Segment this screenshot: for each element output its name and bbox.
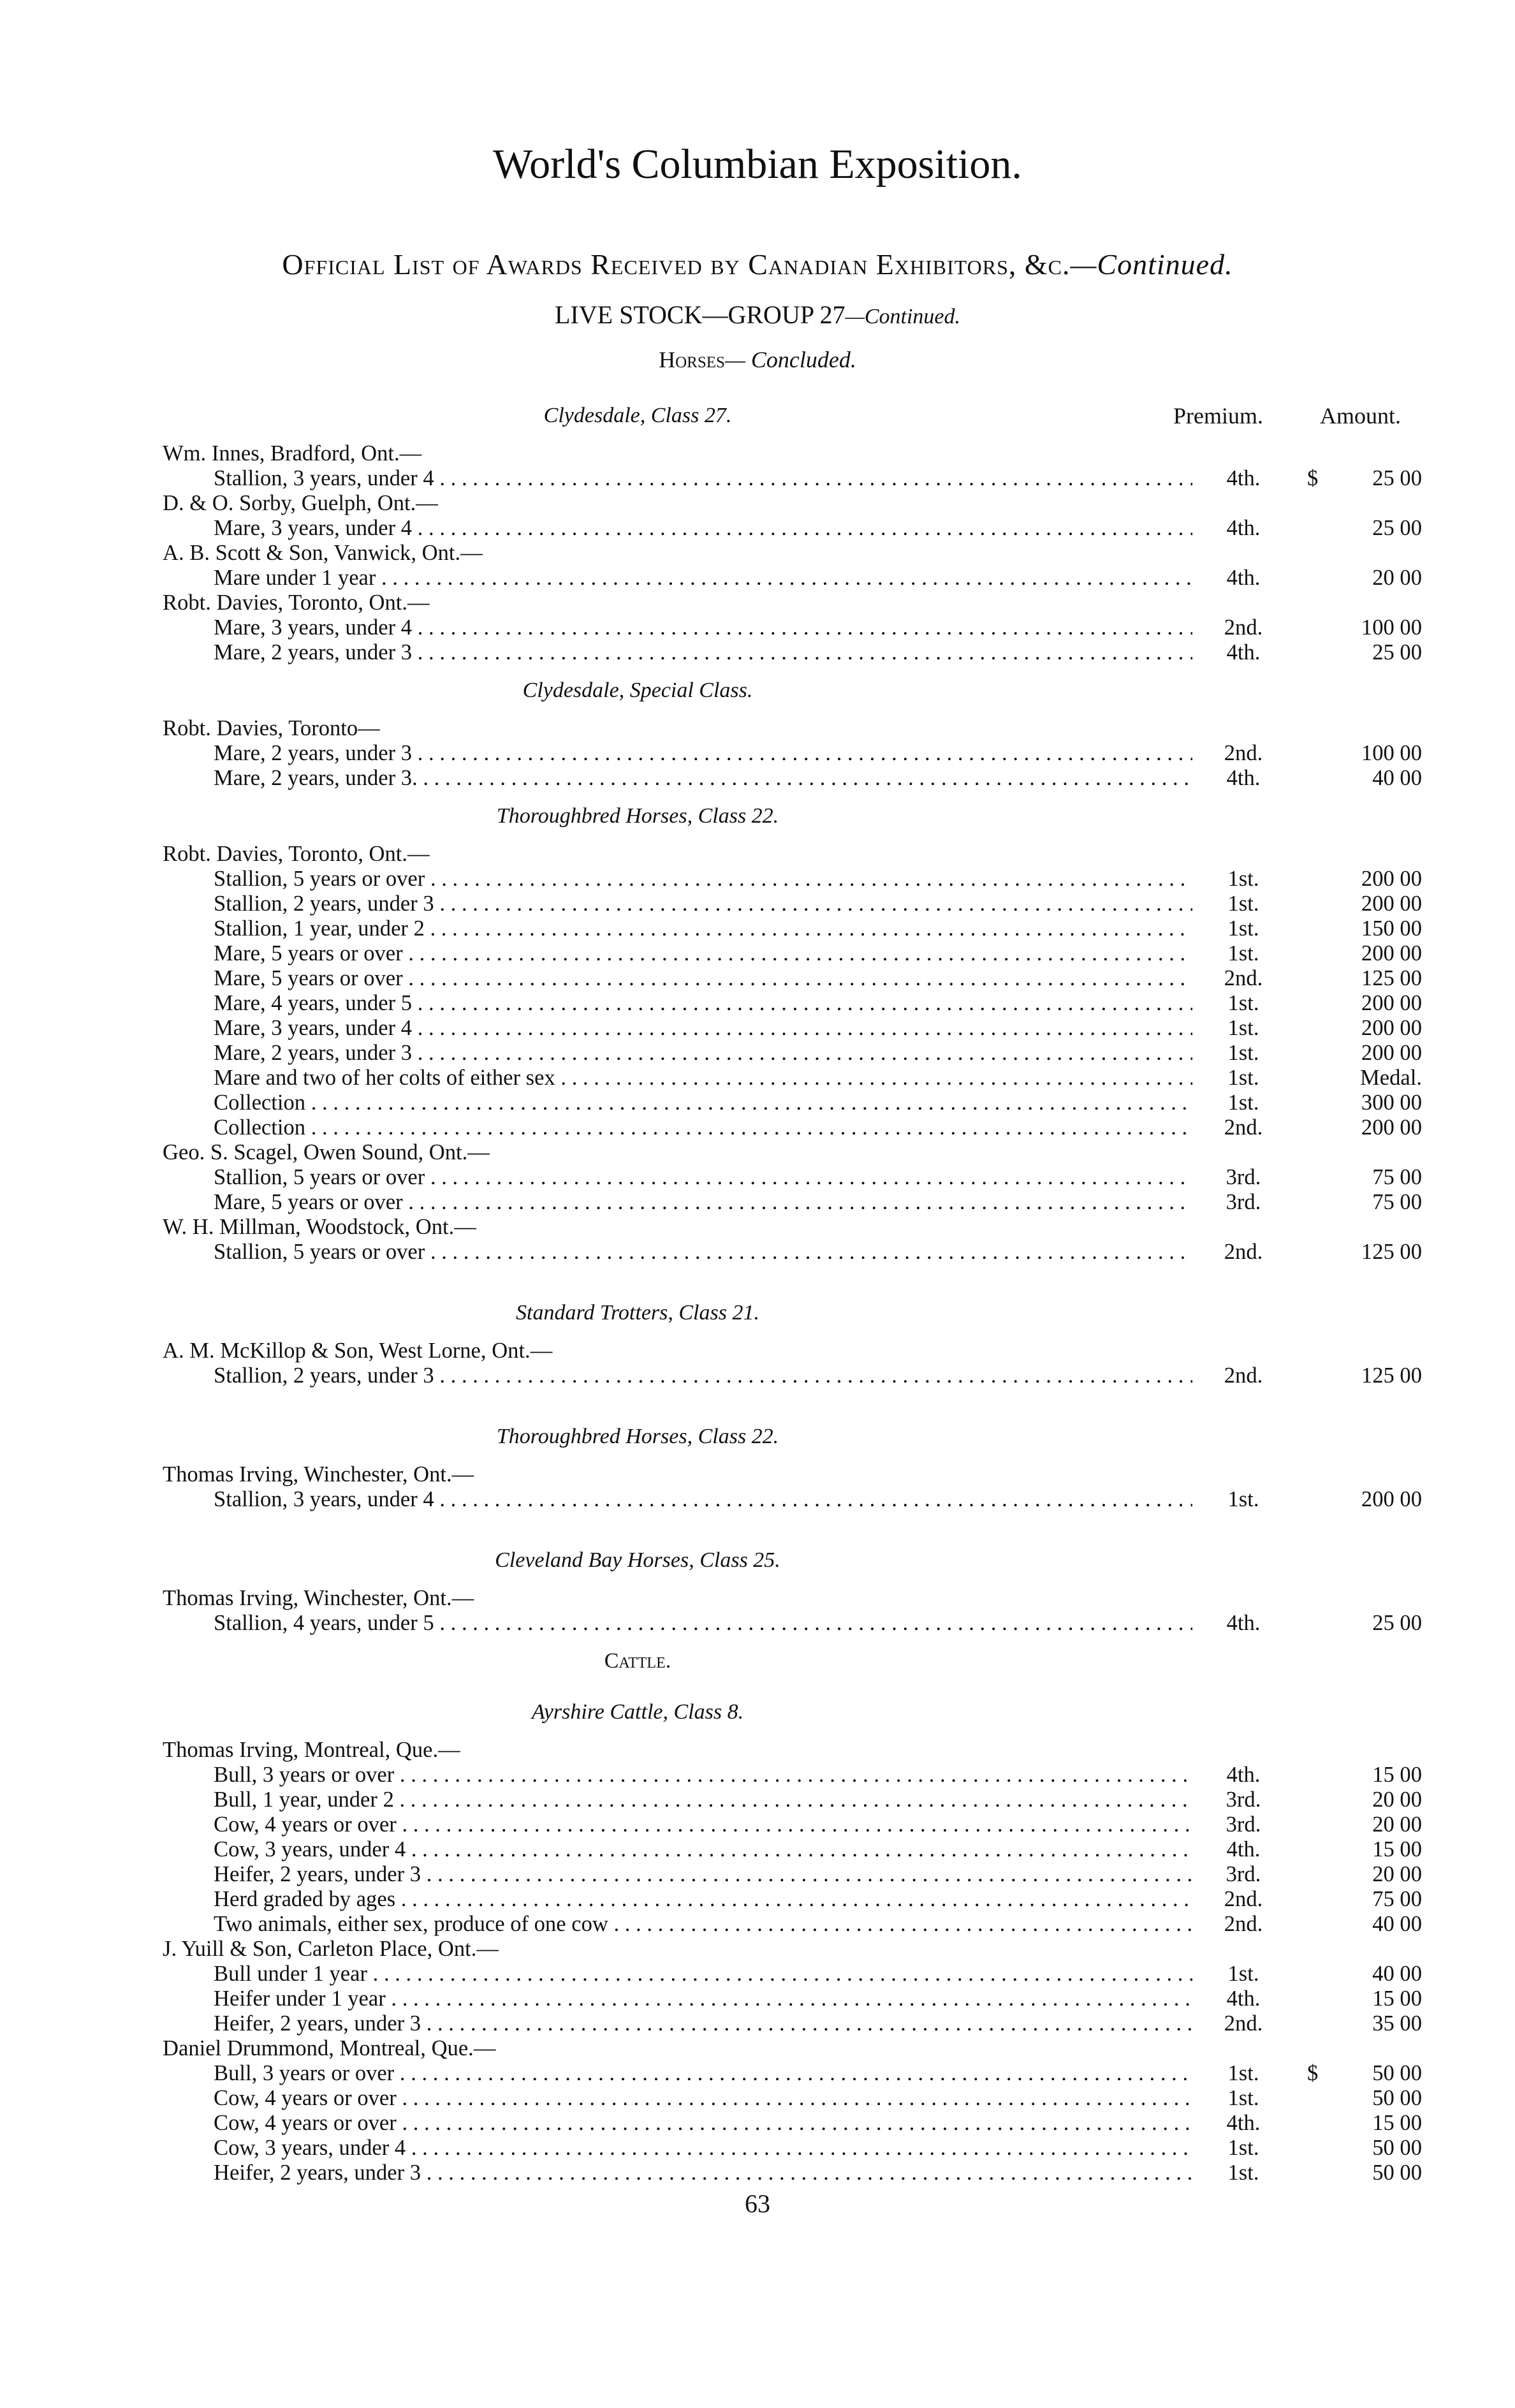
award-item: Bull under 1 year . . . [214, 1962, 1192, 1986]
section-spacer [163, 1512, 1425, 1535]
award-amount-value: 20 00 [1372, 1788, 1422, 1812]
award-item: Cow, 3 years, under 4 . . . [214, 2136, 1192, 2161]
award-premium: 2nd. [1224, 615, 1263, 640]
award-amount [1307, 916, 1422, 941]
award-amount-value: 125 00 [1361, 1363, 1422, 1388]
exhibitor-name: A. M. McKillop & Son, West Lorne, Ont.— [163, 1339, 553, 1363]
award-row [163, 1487, 1425, 1512]
award-row [163, 991, 1425, 1016]
award-item: Heifer, 2 years, under 3 . . . [214, 2161, 1192, 2185]
award-row [163, 2086, 1425, 2111]
exhibitor-name: Robt. Davies, Toronto, Ont.— [163, 591, 430, 615]
award-row [163, 2011, 1425, 2036]
page-number: 63 [745, 2189, 770, 2218]
award-row [163, 1837, 1425, 1862]
award-amount [1307, 1090, 1422, 1115]
award-premium: 3rd. [1226, 1862, 1261, 1886]
award-amount-value: 200 00 [1361, 1115, 1422, 1140]
award-premium: 3rd. [1226, 1812, 1261, 1837]
award-premium: 1st. [1227, 867, 1259, 891]
award-item: Two animals, either sex, produce of one cow . . . [214, 1912, 1192, 1937]
award-premium: 4th. [1226, 1763, 1261, 1787]
award-premium: 1st. [1227, 1962, 1259, 1986]
award-item: Mare, 2 years, under 3 . . . [214, 1041, 1192, 1066]
award-row [163, 566, 1425, 591]
section-heading [163, 1535, 1113, 1586]
award-amount-value: 50 00 [1372, 2086, 1422, 2110]
award-premium: 2nd. [1224, 2011, 1263, 2036]
award-item: Mare, 3 years, under 4 . . . [214, 615, 1192, 640]
section-heading [163, 390, 1402, 441]
award-item: Cow, 4 years or over . . . [214, 2086, 1192, 2111]
exhibitor-name: Robt. Davies, Toronto, Ont.— [163, 842, 430, 866]
award-row [163, 1763, 1425, 1788]
group-continued: —Continued. [845, 305, 960, 328]
award-amount-value: 15 00 [1372, 1837, 1422, 1861]
award-item: Heifer under 1 year . . . [214, 1986, 1192, 2011]
horses-heading [0, 346, 1515, 373]
award-amount-value: 75 00 [1372, 1190, 1422, 1214]
award-amount-value: 200 00 [1361, 941, 1422, 965]
award-premium: 4th. [1226, 766, 1261, 790]
award-row [163, 892, 1425, 916]
award-amount [1307, 1066, 1422, 1090]
award-row [163, 2061, 1425, 2086]
award-item: Cow, 4 years or over . . . [214, 2111, 1192, 2136]
award-amount-value: 40 00 [1372, 1912, 1422, 1936]
award-amount-value: 15 00 [1372, 1763, 1422, 1787]
award-row [163, 766, 1425, 791]
award-premium: 4th. [1226, 640, 1261, 664]
award-amount [1307, 2111, 1422, 2136]
exhibitor-name: W. H. Millman, Woodstock, Ont.— [163, 1215, 476, 1239]
award-premium: 2nd. [1224, 966, 1263, 990]
award-amount [1307, 1986, 1422, 2011]
award-row [163, 1066, 1425, 1090]
award-amount-value: 50 00 [1372, 2136, 1422, 2160]
award-premium: 1st. [1227, 916, 1259, 941]
award-amount-value: 200 00 [1361, 867, 1422, 891]
award-row [163, 2161, 1425, 2185]
award-item: Collection . . . [214, 1115, 1192, 1140]
section-heading-text: Cleveland Bay Horses, Class 25. [495, 1548, 780, 1572]
award-amount [1307, 1041, 1422, 1066]
award-premium: 4th. [1226, 466, 1261, 490]
award-item: Mare under 1 year . . . [214, 566, 1192, 591]
page-title: World's Columbian Exposition. [493, 141, 1022, 187]
award-amount-value: 15 00 [1372, 1986, 1422, 2011]
award-amount-value: 25 00 [1372, 1611, 1422, 1635]
award-amount [1307, 2086, 1422, 2111]
subtitle-text: Official List of Awards Received by Canadian Exhibitors, &c. [282, 248, 1071, 281]
award-item: Mare, 2 years, under 3 . . . [214, 741, 1192, 766]
award-premium: 1st. [1227, 2061, 1259, 2085]
award-row [163, 1190, 1425, 1215]
award-item: Mare, 5 years or over . . . [214, 1190, 1192, 1215]
award-amount [1307, 991, 1422, 1016]
award-premium: 1st. [1227, 892, 1259, 916]
award-item: Mare, 4 years, under 5 . . . [214, 991, 1192, 1016]
award-item: Stallion, 5 years or over . . . [214, 1240, 1192, 1265]
award-amount-value: 125 00 [1361, 966, 1422, 990]
horses-concluded: — Concluded. [724, 347, 856, 372]
award-premium: 2nd. [1224, 1240, 1263, 1264]
award-row [163, 1165, 1425, 1190]
award-item: Stallion, 1 year, under 2 . . . [214, 916, 1192, 941]
award-premium: 2nd. [1224, 1115, 1263, 1140]
award-amount-value: 100 00 [1361, 615, 1422, 640]
award-item: Stallion, 2 years, under 3 . . . [214, 1363, 1192, 1388]
award-amount [1307, 1887, 1422, 1912]
award-premium: 4th. [1226, 566, 1261, 590]
award-amount-value: 200 00 [1361, 1041, 1422, 1065]
exhibitor-name: J. Yuill & Son, Carleton Place, Ont.— [163, 1937, 499, 1961]
award-amount [1307, 466, 1422, 491]
award-row [163, 466, 1425, 491]
exhibitor-name: Wm. Innes, Bradford, Ont.— [163, 441, 422, 466]
award-amount [1307, 1812, 1422, 1837]
award-amount-value: 200 00 [1361, 892, 1422, 916]
award-item: Stallion, 5 years or over . . . [214, 1165, 1192, 1190]
award-premium: 1st. [1227, 1016, 1259, 1040]
award-item: Mare, 3 years, under 4 . . . [214, 1016, 1192, 1041]
section-heading [163, 1411, 1113, 1462]
amount-column-header: Amount. [1320, 403, 1402, 429]
award-amount [1307, 2161, 1422, 2185]
award-item: Mare, 3 years, under 4 . . . [214, 516, 1192, 541]
award-row [163, 1611, 1425, 1636]
award-row [163, 916, 1425, 941]
award-premium: 4th. [1226, 1986, 1261, 2011]
award-premium: 1st. [1227, 1487, 1259, 1511]
award-amount-value: 20 00 [1372, 566, 1422, 590]
award-amount [1307, 1165, 1422, 1190]
award-amount-value: 200 00 [1361, 1487, 1422, 1511]
award-row [163, 1986, 1425, 2011]
award-amount [1307, 1763, 1422, 1788]
award-premium: 2nd. [1224, 741, 1263, 765]
award-premium: 1st. [1227, 1066, 1259, 1090]
award-amount-value: 40 00 [1372, 766, 1422, 790]
award-amount-value: 50 00 [1372, 2161, 1422, 2185]
section-heading [163, 665, 1113, 716]
award-row [163, 1962, 1425, 1986]
award-premium: 4th. [1226, 2111, 1261, 2135]
exhibitor-name: Daniel Drummond, Montreal, Que.— [163, 2036, 496, 2060]
section-heading-text: Thoroughbred Horses, Class 22. [496, 1425, 779, 1448]
award-amount-value: 150 00 [1361, 916, 1422, 941]
award-item: Heifer, 2 years, under 3 . . . [214, 1862, 1192, 1887]
award-row [163, 615, 1425, 640]
award-amount [1307, 1788, 1422, 1812]
award-premium: 1st. [1227, 991, 1259, 1015]
dollar-sign: $ [1307, 466, 1319, 490]
award-premium: 1st. [1227, 1041, 1259, 1065]
award-row [163, 516, 1425, 541]
award-item: Stallion, 5 years or over . . . [214, 867, 1192, 892]
exhibitor-name: Thomas Irving, Montreal, Que.— [163, 1738, 460, 1762]
section-spacer [163, 1388, 1425, 1411]
award-item: Cow, 3 years, under 4 . . . [214, 1837, 1192, 1862]
award-item: Bull, 1 year, under 2 . . . [214, 1788, 1192, 1812]
award-amount [1307, 1912, 1422, 1937]
exhibitor-name: Thomas Irving, Winchester, Ont.— [163, 1586, 474, 1610]
award-amount-value: 15 00 [1372, 2111, 1422, 2135]
award-amount [1307, 1115, 1422, 1140]
award-row [163, 1090, 1425, 1115]
award-row [163, 2136, 1425, 2161]
award-item: Mare and two of her colts of either sex . . . [214, 1066, 1192, 1090]
section-heading [163, 1288, 1113, 1339]
section-heading-text: Clydesdale, Special Class. [522, 679, 753, 702]
award-row [163, 966, 1425, 991]
horses-title: Horses [659, 347, 725, 372]
award-amount-value: 25 00 [1372, 640, 1422, 664]
award-premium: 2nd. [1224, 1887, 1263, 1911]
award-item: Bull, 3 years or over . . . [214, 1763, 1192, 1788]
award-amount [1307, 1363, 1422, 1388]
award-row [163, 2111, 1425, 2136]
awards-list [163, 390, 1425, 2185]
exhibitor-name: Geo. S. Scagel, Owen Sound, Ont.— [163, 1140, 490, 1164]
award-amount [1307, 2136, 1422, 2161]
award-premium: 1st. [1227, 1090, 1259, 1115]
award-amount [1307, 1862, 1422, 1887]
exhibitor-name: Robt. Davies, Toronto— [163, 716, 380, 740]
award-premium: 3rd. [1226, 1788, 1261, 1812]
dollar-sign: $ [1307, 2061, 1319, 2085]
award-amount [1307, 1190, 1422, 1215]
award-amount [1307, 2011, 1422, 2036]
award-amount [1307, 566, 1422, 591]
award-item: Mare, 5 years or over . . . [214, 966, 1192, 991]
award-amount [1307, 1962, 1422, 1986]
award-row [163, 1115, 1425, 1140]
award-premium: 2nd. [1224, 1912, 1263, 1936]
award-item: Mare, 5 years or over . . . [214, 941, 1192, 966]
award-amount-value: Medal. [1360, 1066, 1422, 1090]
award-amount-value: 75 00 [1372, 1165, 1422, 1189]
exhibitor-name: Thomas Irving, Winchester, Ont.— [163, 1462, 474, 1487]
award-item: Stallion, 2 years, under 3 . . . [214, 892, 1192, 916]
exhibitor-name: D. & O. Sorby, Guelph, Ont.— [163, 491, 438, 515]
section-heading-text: Cattle. [604, 1649, 671, 1673]
award-item: Stallion, 3 years, under 4 . . . [214, 1487, 1192, 1512]
award-amount-value: 75 00 [1372, 1887, 1422, 1911]
award-premium: 1st. [1227, 2086, 1259, 2110]
award-amount-value: 25 00 [1372, 466, 1422, 490]
award-row [163, 1016, 1425, 1041]
award-row [163, 640, 1425, 665]
group-title: LIVE STOCK—GROUP 27 [555, 300, 845, 329]
award-item: Stallion, 3 years, under 4 . . . [214, 466, 1192, 491]
section-heading [163, 1687, 1113, 1738]
award-amount [1307, 892, 1422, 916]
award-row [163, 1240, 1425, 1265]
award-amount [1307, 741, 1422, 766]
award-amount-value: 50 00 [1372, 2061, 1422, 2085]
award-amount [1307, 1016, 1422, 1041]
award-amount-value: 35 00 [1372, 2011, 1422, 2036]
award-amount [1307, 1487, 1422, 1512]
award-item: Herd graded by ages . . . [214, 1887, 1192, 1912]
award-amount [1307, 867, 1422, 892]
section-heading-text: Ayrshire Cattle, Class 8. [531, 1700, 744, 1724]
award-row [163, 941, 1425, 966]
award-amount-value: 200 00 [1361, 1016, 1422, 1040]
award-row [163, 1862, 1425, 1887]
award-item: Bull, 3 years or over . . . [214, 2061, 1192, 2086]
award-amount [1307, 2061, 1422, 2086]
award-amount-value: 300 00 [1361, 1090, 1422, 1115]
award-row [163, 1912, 1425, 1937]
award-amount [1307, 640, 1422, 665]
award-premium: 3rd. [1226, 1190, 1261, 1214]
award-amount [1307, 1240, 1422, 1265]
award-row [163, 741, 1425, 766]
award-amount-value: 40 00 [1372, 1962, 1422, 1986]
award-amount-value: 100 00 [1361, 741, 1422, 765]
award-item: Collection . . . [214, 1090, 1192, 1115]
award-row [163, 1812, 1425, 1837]
award-premium: 2nd. [1224, 1363, 1263, 1388]
award-premium: 1st. [1227, 941, 1259, 965]
award-amount [1307, 766, 1422, 791]
award-row [163, 1363, 1425, 1388]
section-spacer [163, 1265, 1425, 1288]
award-row [163, 1887, 1425, 1912]
award-premium: 3rd. [1226, 1165, 1261, 1189]
award-premium: 4th. [1226, 1837, 1261, 1861]
section-heading [163, 1636, 1113, 1687]
award-premium: 1st. [1227, 2161, 1259, 2185]
award-premium: 4th. [1226, 516, 1261, 540]
award-amount [1307, 966, 1422, 991]
award-amount-value: 125 00 [1361, 1240, 1422, 1264]
award-amount-value: 20 00 [1372, 1862, 1422, 1886]
document-subtitle [0, 247, 1515, 281]
award-item: Stallion, 4 years, under 5 . . . [214, 1611, 1192, 1636]
premium-column-header: Premium. [1173, 403, 1263, 429]
section-heading-text: Clydesdale, Class 27. [543, 404, 732, 427]
award-amount-value: 20 00 [1372, 1812, 1422, 1837]
subtitle-continued: —Continued. [1070, 248, 1233, 281]
award-amount-value: 200 00 [1361, 991, 1422, 1015]
award-amount [1307, 1611, 1422, 1636]
section-heading-text: Thoroughbred Horses, Class 22. [496, 804, 779, 828]
award-amount [1307, 941, 1422, 966]
award-row [163, 867, 1425, 892]
group-heading [0, 300, 1515, 330]
section-heading [163, 791, 1113, 842]
award-item: Mare, 2 years, under 3 . . . [214, 640, 1192, 665]
award-row [163, 1788, 1425, 1812]
award-premium: 1st. [1227, 2136, 1259, 2160]
award-amount [1307, 1837, 1422, 1862]
award-item: Mare, 2 years, under 3. . . . [214, 766, 1192, 791]
exhibitor-name: A. B. Scott & Son, Vanwick, Ont.— [163, 541, 483, 565]
award-amount [1307, 516, 1422, 541]
award-amount-value: 25 00 [1372, 516, 1422, 540]
award-row [163, 1041, 1425, 1066]
award-item: Cow, 4 years or over . . . [214, 1812, 1192, 1837]
section-heading-text: Standard Trotters, Class 21. [516, 1301, 759, 1325]
award-premium: 4th. [1226, 1611, 1261, 1635]
award-item: Heifer, 2 years, under 3 . . . [214, 2011, 1192, 2036]
award-amount [1307, 615, 1422, 640]
